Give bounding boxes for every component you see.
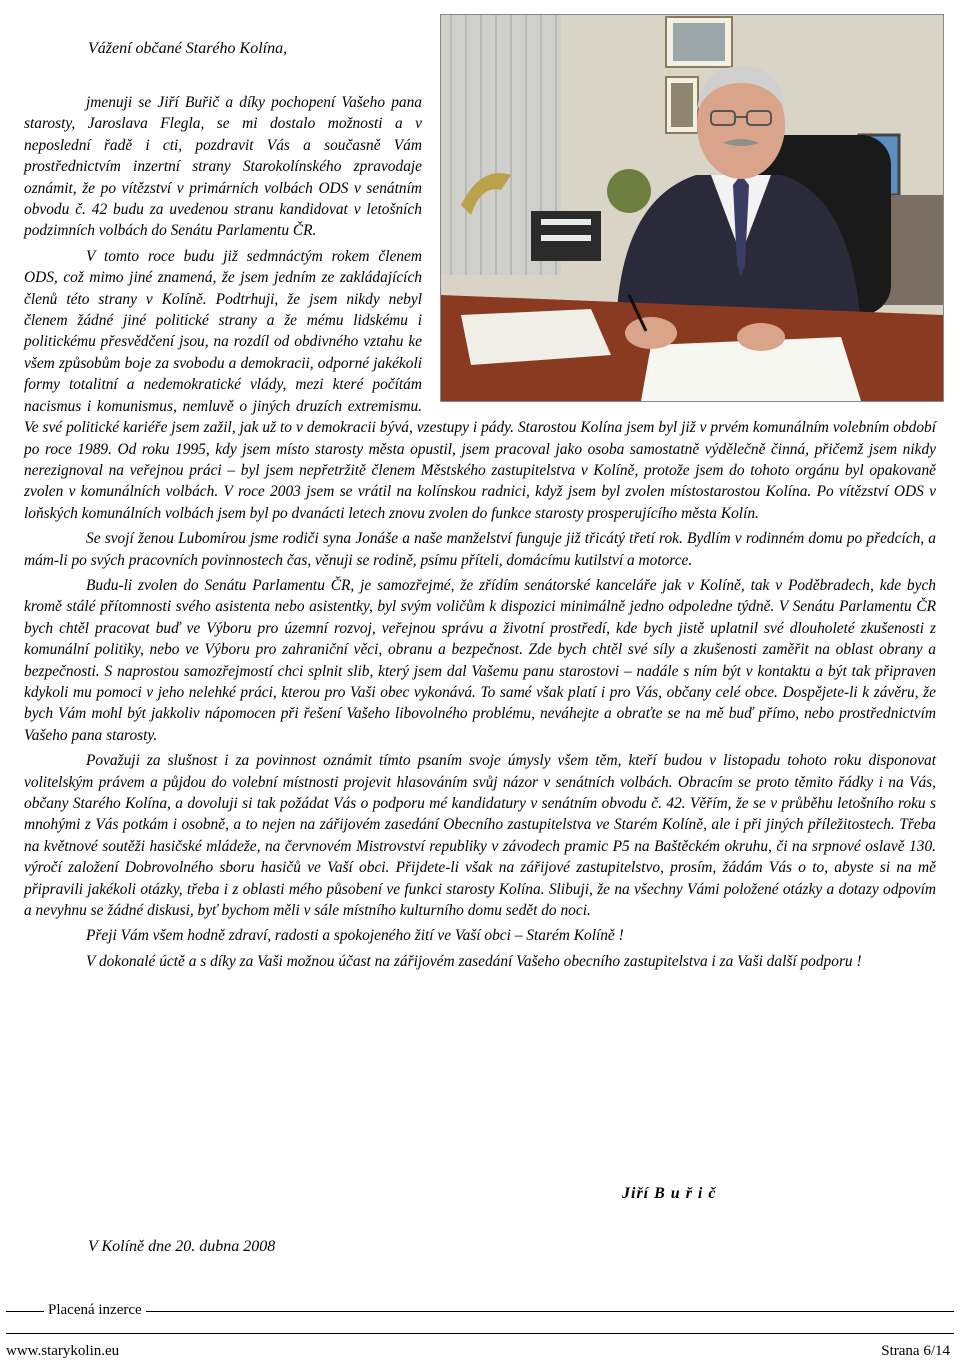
paragraph-appeal: Považuji za slušnost i za povinnost oznámit tímto psaním svoje úmysly všem těm, kteří budou v listopadu tohoto roku disponovat volitelským právem a půjdou do volební místnosti projevit hlasováním svůj názor v senátních volbách. Obracím se proto těmito řádky i na Vás, občany Starého Kolína, a dovoluji si tak požádat Vás o podporu mé kandidatury v senátním obvodu č. 42. Věřím, že se v průběhu letošního roku s mnohými z Vás potkám i osobně, a to nejen na zářijovém zasedání Obecního zastupitelstva ve Starém Kolíně, ale i při jiných příležitostech. Třeba na květnové soutěži hasičské mládeže, na červnovém Mistrovství republiky v závodech pramic P5 na Baštěckém okruhu, či na srpnové oslavě 130. výročí založení Dobrovolného sboru hasičů ve Vaší obci. Přijdete-li však na zářijové zastupitelstvo, prosím, žádám Vás o to, abyste si na mě připravili jakékoli otázky, třeba i z oblasti mého působení ve funkci starosty Kolína. Slibuji, že na všechny Vámi položené otázky a dotazy odpovím a nevyhnu se žádné diskusi, byť bychom měli v sále místního kulturního domu sedět do noci. bbox=[24, 752, 936, 920]
paragraph-family: Se svojí ženou Lubomírou jsme rodiči syna Jonáše a naše manželství funguje již třicátý třetí rok. Bydlím v rodinném domu po předcích, a mám-li po svých pracovních povinnostech čas, věnuji se rodině, psímu příteli, domácímu kutilství a motorce. bbox=[24, 530, 936, 569]
footer-website-link[interactable]: www.starykolin.eu bbox=[6, 1343, 120, 1359]
paid-advertisement-label: Placená inzerce bbox=[44, 1302, 146, 1319]
signature: Jiří B u ř i č bbox=[622, 1185, 717, 1202]
letter-date: V Kolíně dne 20. dubna 2008 bbox=[88, 1238, 276, 1255]
photo-float-spacer bbox=[436, 92, 936, 404]
paragraph-introduction: jmenuji se Jiří Buřič a díky pochopení Vašeho pana starosty, Jaroslava Flegla, se mi dostalo možnosti a v neposlední řadě i cti, pozdravit Vás a současně Vám prostřednictvím inzertní strany Starokolínského zpravodaje oznámit, že po vítězství v primárních volbách ODS v senátním obvodu č. 42 budu za uvedenou stranu kandidovat v letošních podzimních volbách do Senátu Parlamentu ČR. bbox=[24, 94, 422, 240]
footer-divider bbox=[6, 1333, 954, 1334]
paid-divider bbox=[6, 1311, 954, 1312]
paragraph-wishes: Přeji Vám všem hodně zdraví, radosti a spokojeného žití ve Vaší obci – Starém Kolíně ! bbox=[86, 927, 624, 945]
page-number: Strana 6/14 bbox=[881, 1343, 950, 1359]
paragraph-career: V tomto roce budu již sedmnáctým rokem členem ODS, což mimo jiné znamená, že jsem jedním ze zakládajících členů této strany v Kolíně. Podtrhuji, že jsem nikdy nebyl členem žádné jiné politické strany a že mému lidskému i politickému přesvědčení jsou, na rozdíl od obdivného vztahu ke všem způsobům boje za svobodu a demokracii, odporné jakékoli formy totalitní a nedemokratické vlády, mezi které počítám nacismus i komunismus, nemluvě o jiných druzích extremismu. Ve své politické kariéře jsem zažil, jak už to v demokracii bývá, vzestupy i pády. Starostou Kolína jsem byl již v prvém komunálním volebním období po roce 1989. Od roku 1995, kdy jsem místo starosty města opustil, jsem pracoval jako osoba samostatně výdělečně činná, přičemž jsem nikdy nerezignoval na veřejnou práci – byl jsem nepřetržitě členem Městského zastupitelstva v Kolíně, protože jsem do tohoto orgánu byl opakovaně zvolen v komunálních volbách. V roce 2003 jsem se vrátil na kolínskou radnici, když jsem byl zvolen místostarostou Kolína. Po vítězství ODS v loňských komunálních volbách jsem byl po dvanácti letech znovu zvolen do funkce starosty prosperujícího města Kolín. bbox=[24, 247, 936, 522]
letter-greeting: Vážení občané Starého Kolína, bbox=[88, 40, 288, 57]
paragraph-senate-plans: Budu-li zvolen do Senátu Parlamentu ČR, je samozřejmé, že zřídím senátorské kanceláře jak v Kolíně, tak v Poděbradech, kde bych kromě stálé přítomnosti svého asistenta nebo asistentky, byl svým voličům k dispozici minimálně jedno odpoledne týdně. V Senátu Parlamentu ČR bych chtěl pracovat buď ve Výboru pro územní rozvoj, veřejnou správu a životní prostředí, kde bych jistě uplatnil své dlouholeté zkušenosti z komunální politiky, nebo ve Výboru pro zahraniční věci, obranu a bezpečnost. Zde bych chtěl své síly a zkušenosti zaměřit na oblast obrany a bezpečnosti. S naprostou samozřejmostí chci splnit slib, který jsem dal Vašemu panu starostovi – nadále s ním být v kontaktu a být tak připraven kdykoli mu pomoci v jeho nelehké práci, kterou pro Vaši obec vykonává. To samé však platí i pro Vás, občany celé obce. Dospějete-li k závěru, že bych Vám mohl být jakkoliv nápomocen při řešení Vašeho libovolného problému, neváhejte a obraťte se na mě buď přímo, nebo prostřednictvím Vašeho pana starosty. bbox=[24, 576, 936, 744]
paragraph-closing: V dokonalé úctě a s díky za Vaši možnou účast na zářijovém zasedání Vašeho obecního zastupitelstva i za Vaši další podporu ! bbox=[86, 952, 862, 970]
letter-body bbox=[24, 92, 936, 976]
